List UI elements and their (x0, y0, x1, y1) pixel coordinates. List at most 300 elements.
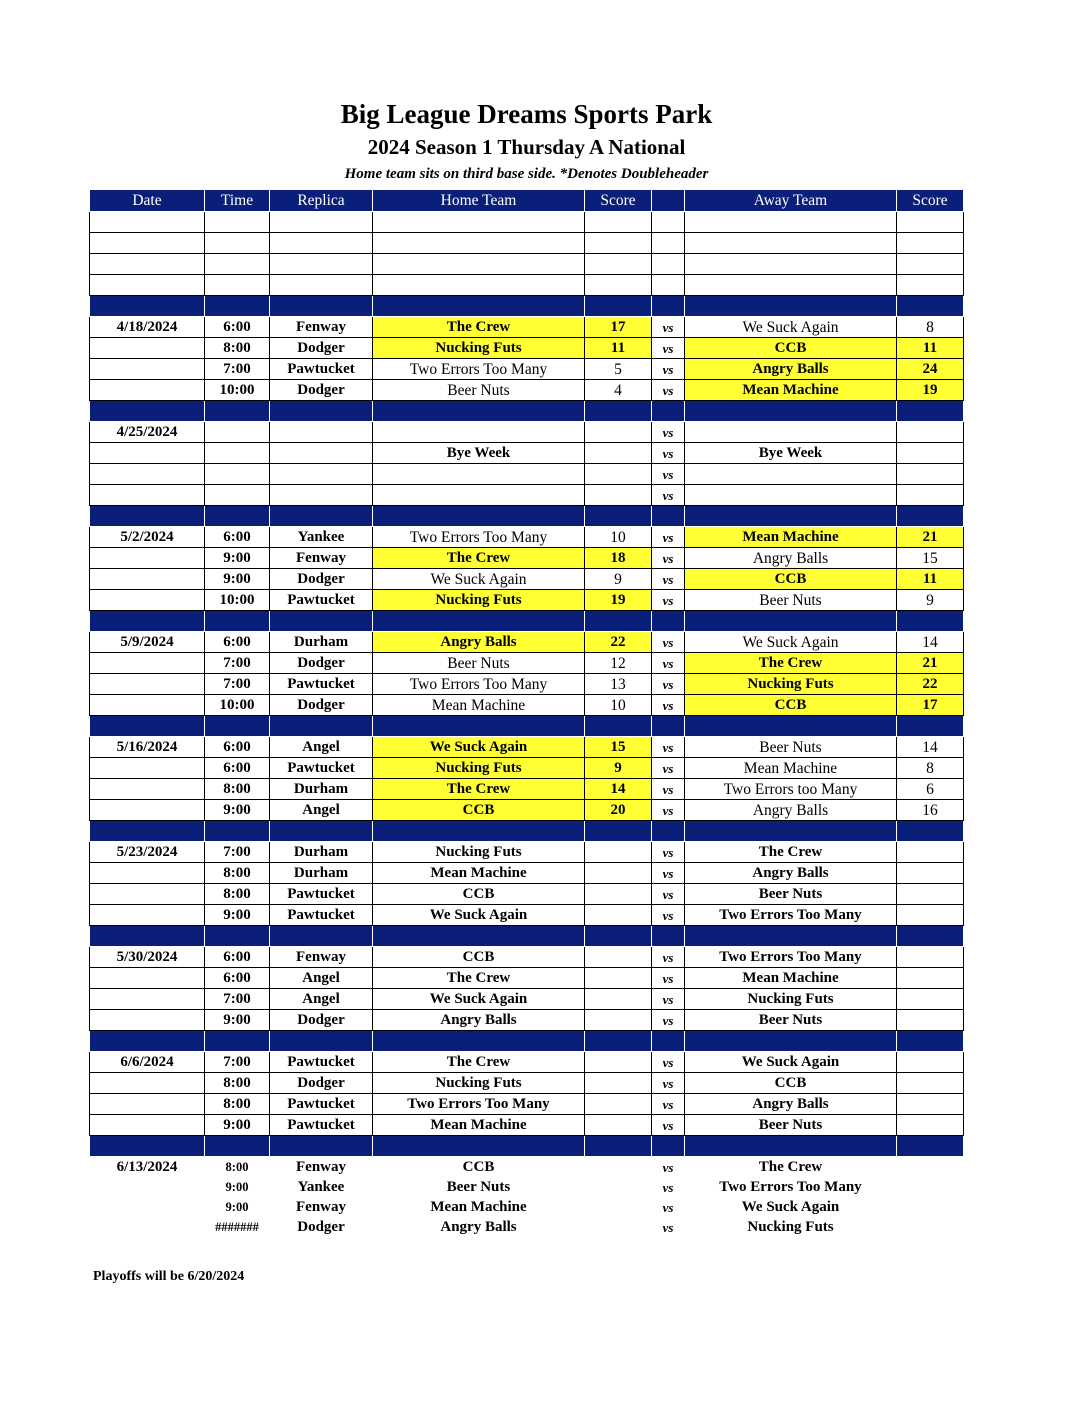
schedule-table (89, 189, 964, 1237)
home-team: The Crew (373, 317, 585, 338)
game-time: 10:00 (205, 380, 270, 401)
away-team: Two Errors too Many (685, 779, 897, 800)
week-separator-row (90, 611, 964, 632)
game-row (90, 800, 964, 821)
home-team: Nucking Futs (373, 338, 585, 359)
week-separator-row (90, 1136, 964, 1157)
away-team: Beer Nuts (685, 590, 897, 611)
home-team: CCB (373, 800, 585, 821)
separator-cell (205, 401, 270, 422)
separator-cell (373, 506, 585, 527)
week-separator-row (90, 926, 964, 947)
away-score: 8 (897, 317, 964, 338)
game-time: 9:00 (205, 905, 270, 926)
game-date (90, 359, 205, 380)
home-team: We Suck Again (373, 737, 585, 758)
away-score (897, 1177, 964, 1197)
game-time (205, 464, 270, 485)
column-header-home-score: Score (585, 190, 652, 212)
home-score: 12 (585, 653, 652, 674)
game-date (90, 1073, 205, 1094)
game-replica: Dodger (270, 338, 373, 359)
separator-cell (685, 296, 897, 317)
separator-cell (373, 401, 585, 422)
empty-cell (685, 275, 897, 296)
home-team (373, 485, 585, 506)
home-team: The Crew (373, 779, 585, 800)
away-score (897, 485, 964, 506)
away-score: 9 (897, 590, 964, 611)
away-team: The Crew (685, 653, 897, 674)
home-team: Beer Nuts (446, 1178, 511, 1195)
empty-cell (652, 254, 685, 275)
separator-cell (585, 401, 652, 422)
away-team: Mean Machine (685, 758, 897, 779)
empty-cell (897, 233, 964, 254)
away-team: Beer Nuts (685, 1115, 897, 1136)
away-score: 22 (897, 674, 964, 695)
vs-label: vs (652, 968, 685, 989)
away-score (897, 905, 964, 926)
separator-cell (90, 401, 205, 422)
column-header-time: Time (205, 190, 270, 212)
home-score (585, 485, 652, 506)
away-team: Angry Balls (685, 1094, 897, 1115)
game-date (90, 590, 205, 611)
page-subtitle: 2024 Season 1 Thursday A National (367, 135, 686, 159)
game-replica: Dodger (297, 1218, 345, 1235)
vs-label: vs (662, 1179, 674, 1195)
empty-cell (585, 275, 652, 296)
away-team: The Crew (685, 842, 897, 863)
game-date (90, 968, 205, 989)
empty-cell (685, 233, 897, 254)
home-team (373, 422, 585, 443)
home-score (585, 968, 652, 989)
game-date (90, 443, 205, 464)
game-date (90, 485, 205, 506)
page-title: Big League Dreams Sports Park (340, 99, 713, 129)
home-score: 13 (585, 674, 652, 695)
game-time: 6:00 (205, 968, 270, 989)
separator-cell (652, 506, 685, 527)
home-score: 11 (585, 338, 652, 359)
vs-label: vs (652, 338, 685, 359)
separator-cell (685, 1136, 897, 1157)
empty-cell (652, 233, 685, 254)
game-date (90, 1115, 205, 1136)
away-team: We Suck Again (685, 317, 897, 338)
week-separator-row (90, 716, 964, 737)
separator-cell (373, 716, 585, 737)
game-replica: Yankee (270, 527, 373, 548)
game-time: 7:00 (205, 989, 270, 1010)
away-score: 21 (897, 527, 964, 548)
home-score: 10 (585, 527, 652, 548)
vs-label: vs (652, 443, 685, 464)
separator-cell (685, 506, 897, 527)
home-team: The Crew (373, 1052, 585, 1073)
home-score (585, 1157, 652, 1178)
game-date (90, 548, 205, 569)
table-header-row (90, 190, 964, 212)
away-team (685, 485, 897, 506)
game-time: 8:00 (205, 884, 270, 905)
game-date (90, 338, 205, 359)
separator-cell (90, 611, 205, 632)
home-score: 22 (585, 632, 652, 653)
game-replica: Dodger (270, 653, 373, 674)
vs-label: vs (652, 779, 685, 800)
empty-row (90, 212, 964, 233)
home-score: 20 (585, 800, 652, 821)
away-score: 16 (897, 800, 964, 821)
away-team: Beer Nuts (685, 737, 897, 758)
away-team: We Suck Again (685, 632, 897, 653)
empty-cell (685, 212, 897, 233)
away-score: 11 (897, 569, 964, 590)
game-time: 7:00 (205, 359, 270, 380)
away-team: Angry Balls (685, 800, 897, 821)
game-replica: Fenway (296, 1198, 346, 1215)
away-team: Two Errors Too Many (719, 1178, 862, 1195)
away-score: 21 (897, 653, 964, 674)
separator-cell (652, 926, 685, 947)
empty-cell (373, 254, 585, 275)
vs-label: vs (652, 590, 685, 611)
home-score (585, 1052, 652, 1073)
empty-cell (270, 212, 373, 233)
game-time: 10:00 (205, 590, 270, 611)
separator-cell (373, 1136, 585, 1157)
home-team: Two Errors Too Many (373, 674, 585, 695)
game-date: 5/9/2024 (90, 632, 205, 653)
game-replica: Yankee (297, 1178, 345, 1195)
week-separator-row (90, 296, 964, 317)
home-score (585, 1094, 652, 1115)
home-score (585, 905, 652, 926)
home-team: Two Errors Too Many (373, 527, 585, 548)
game-replica (270, 485, 373, 506)
home-score (585, 422, 652, 443)
home-team: Two Errors Too Many (373, 1094, 585, 1115)
game-row (90, 842, 964, 863)
game-time: 9:00 (205, 1010, 270, 1031)
separator-cell (585, 1136, 652, 1157)
separator-cell (270, 1136, 373, 1157)
game-row (90, 695, 964, 716)
game-time: 9:00 (225, 1199, 249, 1214)
away-team: We Suck Again (741, 1198, 840, 1215)
home-team: Mean Machine (373, 863, 585, 884)
week-separator-row (90, 506, 964, 527)
separator-cell (685, 926, 897, 947)
column-header-replica: Replica (270, 190, 373, 212)
game-time: 8:00 (205, 1073, 270, 1094)
home-score (585, 1217, 652, 1237)
game-replica: Pawtucket (270, 905, 373, 926)
game-time: 6:00 (205, 317, 270, 338)
game-date (90, 905, 205, 926)
vs-label: vs (652, 800, 685, 821)
home-team: Mean Machine (430, 1198, 527, 1215)
away-score (897, 1052, 964, 1073)
game-row (90, 737, 964, 758)
separator-cell (90, 506, 205, 527)
game-date: 5/23/2024 (90, 842, 205, 863)
game-row (90, 884, 964, 905)
home-score: 18 (585, 548, 652, 569)
home-score: 17 (585, 317, 652, 338)
game-replica: Dodger (270, 380, 373, 401)
away-team: Mean Machine (685, 968, 897, 989)
game-row (90, 1197, 964, 1217)
empty-row (90, 254, 964, 275)
empty-cell (205, 254, 270, 275)
vs-label: vs (652, 695, 685, 716)
away-score (897, 1157, 964, 1178)
away-score: 24 (897, 359, 964, 380)
home-team: We Suck Again (373, 569, 585, 590)
game-time (205, 422, 270, 443)
separator-cell (685, 401, 897, 422)
home-score: 10 (585, 695, 652, 716)
separator-cell (652, 611, 685, 632)
game-time: 10:00 (205, 695, 270, 716)
separator-cell (270, 401, 373, 422)
vs-label: vs (652, 380, 685, 401)
game-date (90, 1010, 205, 1031)
vs-label: vs (662, 1199, 674, 1215)
empty-cell (685, 254, 897, 275)
game-time: 8:00 (205, 338, 270, 359)
game-date (90, 1094, 205, 1115)
game-time: 6:00 (205, 527, 270, 548)
separator-cell (373, 926, 585, 947)
away-team (685, 422, 897, 443)
week-separator-row (90, 401, 964, 422)
game-replica: Pawtucket (270, 359, 373, 380)
separator-cell (652, 821, 685, 842)
game-replica: Pawtucket (270, 758, 373, 779)
game-replica: Angel (270, 968, 373, 989)
away-score: 14 (897, 737, 964, 758)
vs-label: vs (662, 1219, 674, 1235)
game-replica: Pawtucket (270, 884, 373, 905)
game-time: 7:00 (205, 1052, 270, 1073)
home-score (585, 863, 652, 884)
away-score: 8 (897, 758, 964, 779)
away-score (897, 1094, 964, 1115)
vs-label: vs (652, 485, 685, 506)
separator-cell (585, 926, 652, 947)
vs-label: vs (652, 863, 685, 884)
separator-cell (585, 611, 652, 632)
separator-cell (270, 611, 373, 632)
game-row (90, 590, 964, 611)
separator-cell (270, 926, 373, 947)
game-row (90, 632, 964, 653)
separator-cell (897, 716, 964, 737)
game-date (90, 1177, 205, 1197)
empty-cell (90, 275, 205, 296)
separator-cell (270, 821, 373, 842)
away-score (897, 464, 964, 485)
game-date (90, 653, 205, 674)
game-time: 7:00 (205, 842, 270, 863)
game-replica: Fenway (270, 947, 373, 968)
separator-cell (205, 1136, 270, 1157)
away-team: Angry Balls (685, 863, 897, 884)
game-time: 6:00 (205, 632, 270, 653)
game-row (90, 380, 964, 401)
away-score: 15 (897, 548, 964, 569)
game-time: 9:00 (205, 548, 270, 569)
column-header-vs (652, 190, 685, 212)
home-score: 5 (585, 359, 652, 380)
separator-cell (90, 1136, 205, 1157)
away-score (897, 443, 964, 464)
game-date (90, 1217, 205, 1237)
separator-cell (373, 1031, 585, 1052)
game-replica: Dodger (270, 569, 373, 590)
home-score (585, 1115, 652, 1136)
home-team: We Suck Again (373, 905, 585, 926)
game-time: 9:00 (205, 569, 270, 590)
home-team: The Crew (373, 968, 585, 989)
separator-cell (897, 821, 964, 842)
game-time: 9:00 (205, 800, 270, 821)
away-team: The Crew (758, 1158, 823, 1175)
game-date (90, 779, 205, 800)
game-row (90, 905, 964, 926)
vs-label: vs (652, 737, 685, 758)
away-team: Bye Week (685, 443, 897, 464)
game-date: 5/30/2024 (90, 947, 205, 968)
separator-cell (205, 821, 270, 842)
game-replica: Pawtucket (270, 590, 373, 611)
home-score (585, 884, 652, 905)
home-team: CCB (373, 884, 585, 905)
game-replica (270, 464, 373, 485)
game-replica: Pawtucket (270, 1115, 373, 1136)
column-header-away-team: Away Team (685, 190, 897, 212)
separator-cell (90, 716, 205, 737)
game-row (90, 1115, 964, 1136)
separator-cell (205, 1031, 270, 1052)
separator-cell (90, 1031, 205, 1052)
away-score: 19 (897, 380, 964, 401)
home-team: Mean Machine (373, 695, 585, 716)
home-team (373, 464, 585, 485)
home-team: CCB (462, 1158, 495, 1175)
home-team: CCB (373, 947, 585, 968)
game-row (90, 1157, 964, 1178)
game-replica: Durham (270, 779, 373, 800)
game-date (90, 758, 205, 779)
game-date (90, 695, 205, 716)
vs-label: vs (662, 1159, 674, 1175)
home-team: Angry Balls (440, 1218, 517, 1235)
game-date (90, 884, 205, 905)
away-team: Beer Nuts (685, 884, 897, 905)
game-replica: Fenway (270, 548, 373, 569)
home-team: Nucking Futs (373, 590, 585, 611)
vs-label: vs (652, 758, 685, 779)
empty-cell (270, 233, 373, 254)
home-score (585, 464, 652, 485)
game-replica: Pawtucket (270, 674, 373, 695)
game-date (90, 569, 205, 590)
vs-label: vs (652, 422, 685, 443)
separator-cell (897, 611, 964, 632)
vs-label: vs (652, 989, 685, 1010)
column-header-date: Date (90, 190, 205, 212)
game-date (90, 380, 205, 401)
separator-cell (585, 716, 652, 737)
away-score (897, 947, 964, 968)
home-score (585, 1197, 652, 1217)
vs-label: vs (652, 464, 685, 485)
game-replica (270, 443, 373, 464)
game-replica: Durham (270, 632, 373, 653)
game-row (90, 527, 964, 548)
separator-cell (897, 1136, 964, 1157)
separator-cell (205, 926, 270, 947)
vs-label: vs (652, 1010, 685, 1031)
separator-cell (652, 401, 685, 422)
away-score (897, 1217, 964, 1237)
home-score (585, 1073, 652, 1094)
empty-cell (270, 254, 373, 275)
column-header-away-score: Score (897, 190, 964, 212)
empty-cell (205, 275, 270, 296)
home-team: Two Errors Too Many (373, 359, 585, 380)
vs-label: vs (652, 947, 685, 968)
away-team: Mean Machine (685, 380, 897, 401)
week-separator-row (90, 1031, 964, 1052)
separator-cell (373, 611, 585, 632)
separator-cell (585, 296, 652, 317)
empty-cell (897, 275, 964, 296)
away-score (897, 1197, 964, 1217)
home-score (585, 1177, 652, 1197)
separator-cell (685, 821, 897, 842)
game-row (90, 1217, 964, 1237)
game-time: 6:00 (205, 758, 270, 779)
away-score (897, 422, 964, 443)
away-team: Nucking Futs (747, 1218, 834, 1235)
home-score (585, 947, 652, 968)
game-row (90, 422, 964, 443)
vs-label: vs (652, 842, 685, 863)
game-replica: Angel (270, 737, 373, 758)
game-row (90, 779, 964, 800)
empty-cell (90, 212, 205, 233)
empty-cell (373, 212, 585, 233)
home-score: 4 (585, 380, 652, 401)
away-score (897, 1115, 964, 1136)
home-team: Nucking Futs (373, 842, 585, 863)
separator-cell (897, 296, 964, 317)
away-score: 11 (897, 338, 964, 359)
away-team: CCB (685, 1073, 897, 1094)
separator-cell (897, 926, 964, 947)
game-replica: Dodger (270, 1073, 373, 1094)
empty-cell (652, 275, 685, 296)
game-row (90, 1052, 964, 1073)
vs-label: vs (652, 1073, 685, 1094)
